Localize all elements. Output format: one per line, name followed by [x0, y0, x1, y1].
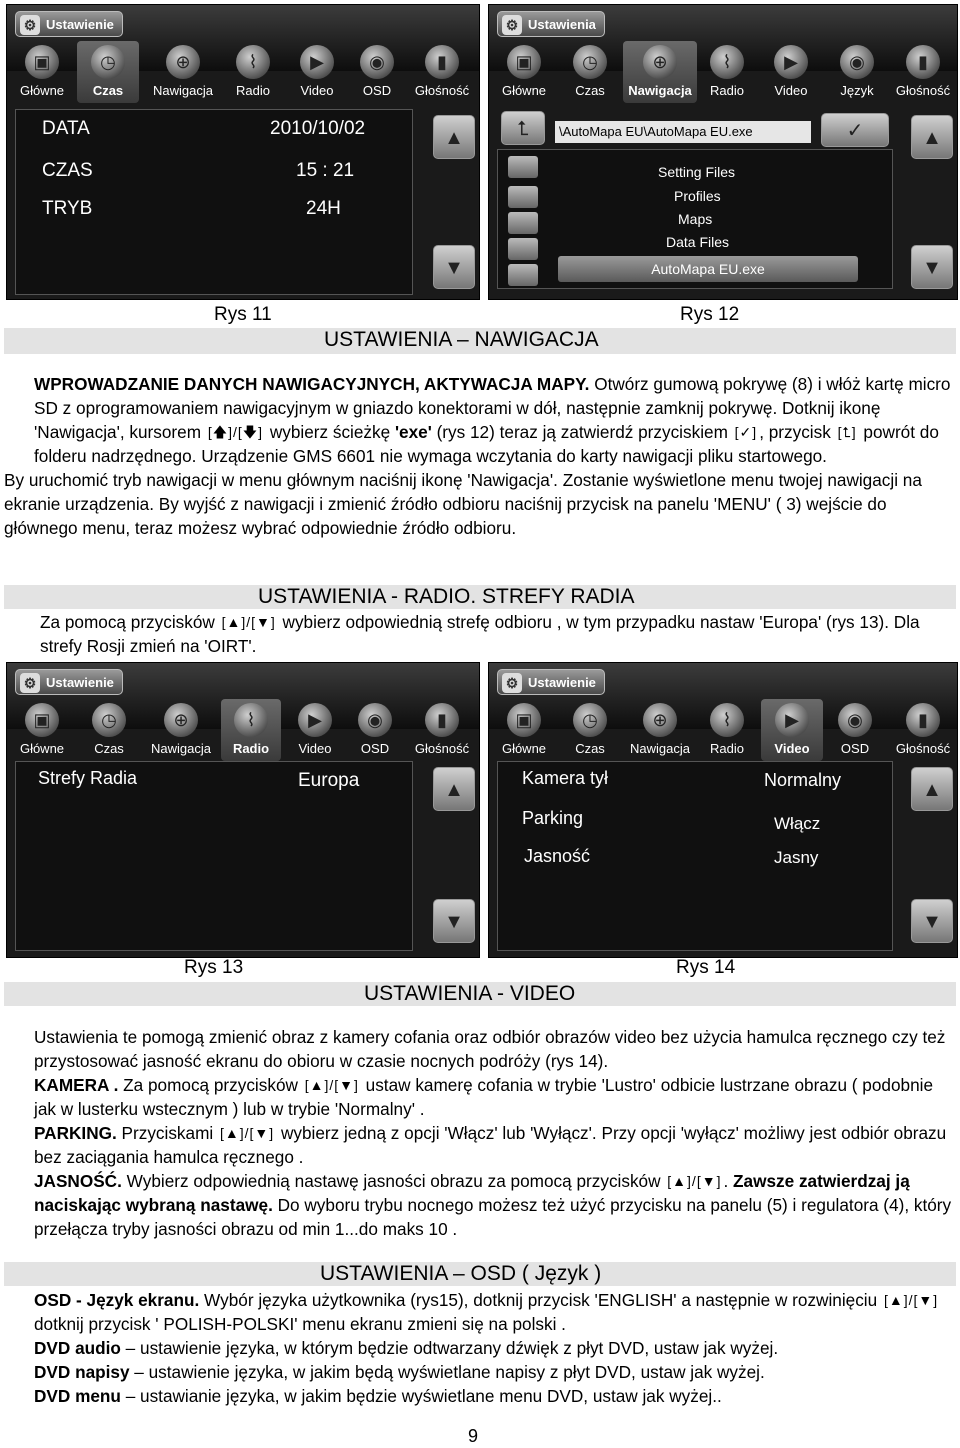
- gear-icon: ⚙: [20, 15, 40, 35]
- up-down-icon: [▲]/[▼]: [304, 1077, 359, 1093]
- row-label: Strefy Radia: [38, 768, 138, 788]
- row-label: TRYB: [42, 198, 93, 219]
- tab-video[interactable]: ▶ Video: [287, 41, 347, 103]
- selected-file[interactable]: AutoMapa EU.exe: [558, 256, 858, 282]
- confirm-button[interactable]: ✓: [821, 113, 889, 147]
- row-label: Kamera tył: [522, 768, 609, 788]
- tab-glowne[interactable]: ▣ Główne: [493, 41, 555, 103]
- box-icon: ▣: [507, 703, 541, 737]
- heading-osd: USTAWIENIA – OSD ( Język ): [320, 1262, 602, 1285]
- video-icon: ▶: [300, 45, 334, 79]
- settings-button[interactable]: ⚙ Ustawienie: [497, 669, 605, 695]
- settings-button[interactable]: ⚙ Ustawienie: [15, 11, 123, 37]
- path-field[interactable]: \AutoMapa EU\AutoMapa EU.exe: [555, 121, 811, 143]
- box-icon: ▣: [507, 45, 541, 79]
- volume-icon: ▮: [425, 703, 459, 737]
- row-value[interactable]: 24H: [306, 198, 341, 219]
- settings-panel: [15, 761, 413, 951]
- video-icon: ▶: [298, 703, 332, 737]
- tab-osd[interactable]: ◉ OSD: [351, 41, 403, 103]
- radio-icon: ⌇: [710, 45, 744, 79]
- tab-osd[interactable]: ◉ OSD: [827, 699, 883, 761]
- video-section: Ustawienia te pomogą zmienić obraz z kamery cofania oraz odbiór obrazów video bez użycia hamulca ręcznego czy też przystosować jasność ekranu do obioru w czasie nocnych podróży (rys 14). KAMERA . Za pomocą przycisków [▲]/[▼] ustaw kamerę cofania w trybie 'Lustro' odbicie lustrzane obrazu ( podobnie jak w lusterku wstecznym ) lub w trybie 'Normalny' . PARKING. Przyciskami [▲]/[▼] wybierz jedną z opcji 'Włącz' lub 'Wyłącz'. Przy opcji 'wyłącz' możliwy jest odbiór obrazu bez zaciągania hamulca ręcznego . JASNOŚĆ. Wybierz odpowiednią nastawę jasności obrazu za pomocą przycisków [▲]/[▼] . Zawsze zatwierdzaj ją naciskając wybraną nastawę. Do wyboru trybu nocnego możesz też użyć przycisku na panelu (5) i regulatora (4), który przełącza tryby jasności obrazu od min 1...do maks 10 .: [4, 1025, 956, 1241]
- scroll-down-button[interactable]: ▼: [433, 899, 475, 943]
- file-icon: [508, 264, 538, 286]
- settings-button[interactable]: ⚙ Ustawienia: [497, 11, 605, 37]
- settings-panel: [15, 109, 413, 295]
- tab-radio[interactable]: ⌇ Radio: [699, 699, 755, 761]
- scroll-down-button[interactable]: ▼: [433, 245, 475, 289]
- box-icon: ▣: [25, 45, 59, 79]
- tab-czas[interactable]: ◷ Czas: [77, 41, 139, 103]
- heading-nav: USTAWIENIA – NAWIGACJA: [324, 328, 599, 351]
- up-down-arrow-icon: [🡅]/[🡇]: [207, 424, 264, 440]
- tab-glosnosc[interactable]: ▮ Głośność: [889, 41, 957, 103]
- folder-icon: [508, 238, 538, 260]
- row-value[interactable]: Normalny: [764, 770, 842, 790]
- osd-icon: ◉: [360, 45, 394, 79]
- back-icon: [⮤]: [837, 424, 857, 440]
- check-icon: [✓]: [734, 424, 758, 440]
- tab-radio[interactable]: ⌇ Radio: [221, 699, 281, 761]
- row-value[interactable]: Jasny: [774, 848, 819, 867]
- radio-icon: ⌇: [710, 703, 744, 737]
- settings-button[interactable]: ⚙ Ustawienie: [15, 669, 123, 695]
- row-value[interactable]: Włącz: [774, 814, 821, 833]
- gear-icon: ⚙: [502, 673, 522, 693]
- clock-icon: ◷: [91, 45, 125, 79]
- tab-glowne[interactable]: ▣ Główne: [11, 699, 73, 761]
- folder-icon: [508, 156, 538, 178]
- caption-rys14: Rys 14: [676, 957, 736, 978]
- video-icon: ▶: [774, 45, 808, 79]
- tab-czas[interactable]: ◷ Czas: [561, 41, 619, 103]
- caption-rys11: Rys 11: [214, 304, 272, 325]
- tab-glowne[interactable]: ▣ Główne: [11, 41, 73, 103]
- caption-rys13: Rys 13: [184, 957, 244, 978]
- scroll-up-button[interactable]: ▲: [433, 767, 475, 811]
- heading-video: USTAWIENIA - VIDEO: [364, 982, 576, 1005]
- row-value[interactable]: 15 : 21: [296, 160, 355, 181]
- screenshot-rys13: [6, 662, 480, 958]
- list-item[interactable]: Profiles: [674, 188, 721, 204]
- up-down-icon: [▲]/[▼]: [221, 614, 276, 630]
- file-list: [497, 149, 893, 289]
- volume-icon: ▮: [906, 45, 940, 79]
- scroll-down-button[interactable]: ▼: [911, 899, 953, 943]
- compass-icon: ⊕: [166, 45, 200, 79]
- osd-icon: ◉: [358, 703, 392, 737]
- heading-radio: USTAWIENIA - RADIO. STREFY RADIA: [258, 585, 635, 608]
- screenshot-rys12: [488, 4, 958, 300]
- tab-nawigacja[interactable]: ⊕ Nawigacja: [623, 699, 697, 761]
- osd-section: OSD - Język ekranu. Wybór języka użytkownika (rys15), dotknij przycisk 'ENGLISH' a następnie w rozwinięciu [▲]/[▼] dotknij przycisk ' POLISH-POLSKI' menu ekranu zmieni się na polski . DVD audio – ustawienie języka, w którym będzie odtwarzany dźwięk z płyt DVD, ustaw jak wyżej. DVD napisy – ustawienie języka, w jakim będą wyświetlane napisy z płyt DVD, ustaw jak wyżej. DVD menu – ustawianie języka, w jakim będzie wyświetlane menu DVD, ustaw jak wyżej..: [34, 1290, 939, 1406]
- nav-section: WPROWADZANIE DANYCH NAWIGACYJNYCH, AKTYWACJA MAPY. Otwórz gumową pokrywę (8) i włóż kartę micro SD z oprogramowaniem nawigacyjnym w gniazdo konektorami w dół, następnie zamknij pokrywę. Dotknij ikonę 'Nawigacja', kursorem [🡅]/[🡇] wybierz ścieżkę 'exe' (rys 12) teraz ją zatwierdź przyciskiem [✓] , przycisk [⮤] powrót do folderu nadrzędnego. Urządzenie GMS 6601 nie wymaga wczytania do karty nawigacji pliku startowego. By uruchomić tryb nawigacji w menu głównym naciśnij ikonę 'Nawigacja'. Zostanie wyświetlone menu twojej nawigacji na ekranie urządzenia. By wyjść z nawigacji i zmienić źródło odbioru naciśnij przycisk na panelu 'MENU' ( 3) wejście do głównego menu, teraz możesz wybrać odpowiednie źródło odbioru.: [4, 372, 956, 540]
- radio-icon: ⌇: [236, 45, 270, 79]
- tab-jezyk[interactable]: ◉ Język: [829, 41, 885, 103]
- caption-rys12: Rys 12: [680, 304, 740, 325]
- up-down-icon: [▲]/[▼]: [667, 1173, 722, 1189]
- list-item[interactable]: Maps: [678, 211, 713, 227]
- tab-nawigacja[interactable]: ⊕ Nawigacja: [623, 41, 697, 103]
- up-down-icon: [▲]/[▼]: [883, 1292, 939, 1308]
- tab-osd[interactable]: ◉ OSD: [349, 699, 401, 761]
- gear-icon: ⚙: [20, 673, 40, 693]
- box-icon: ▣: [25, 703, 59, 737]
- volume-icon: ▮: [425, 45, 459, 79]
- folder-icon: [508, 212, 538, 234]
- row-label: CZAS: [42, 160, 93, 181]
- page-number: 9: [468, 1426, 479, 1446]
- tab-video[interactable]: ▶ Video: [761, 41, 821, 103]
- scroll-up-button[interactable]: ▲: [911, 115, 953, 159]
- row-label: Parking: [522, 808, 584, 828]
- clock-icon: ◷: [92, 703, 126, 737]
- tab-radio[interactable]: ⌇ Radio: [699, 41, 755, 103]
- language-icon: ◉: [840, 45, 874, 79]
- up-down-icon: [▲]/[▼]: [220, 1125, 275, 1141]
- screenshot-rys14: [488, 662, 958, 958]
- scroll-up-button[interactable]: ▲: [433, 115, 475, 159]
- scroll-down-button[interactable]: ▼: [911, 245, 953, 289]
- tab-glosnosc[interactable]: ▮ Głośność: [407, 699, 477, 761]
- nav-paragraph-2: By uruchomić tryb nawigacji w menu głównym naciśnij ikonę 'Nawigacja'. Zostanie wyświetlone menu twojej nawigacji na ekranie urządzenia. By wyjść z nawigacji i zmienić źródło odbioru naciśnij przycisk na panelu 'MENU' ( 3) wejście do głównego menu, teraz możesz wybrać odpowiednie źródło odbioru.: [4, 470, 922, 538]
- tab-nawigacja[interactable]: ⊕ Nawigacja: [143, 699, 219, 761]
- radio-section: Za pomocą przycisków [▲]/[▼] wybierz odpowiednią strefę odbioru , w tym przypadku nastaw 'Europa' (rys 13). Dla strefy Rosji zmień na 'OIRT'.: [40, 612, 920, 656]
- scroll-up-button[interactable]: ▲: [911, 767, 953, 811]
- nav-bold: WPROWADZANIE DANYCH NAWIGACYJNYCH, AKTYWACJA MAPY.: [34, 374, 590, 394]
- tab-radio[interactable]: ⌇ Radio: [223, 41, 283, 103]
- compass-icon: ⊕: [643, 45, 677, 79]
- tab-glosnosc[interactable]: ▮ Głośność: [407, 41, 477, 103]
- video-icon: ▶: [775, 703, 809, 737]
- tab-video[interactable]: ▶ Video: [285, 699, 345, 761]
- compass-icon: ⊕: [164, 703, 198, 737]
- parent-folder-button[interactable]: ⮤: [501, 111, 545, 145]
- tab-glosnosc[interactable]: ▮ Głośność: [889, 699, 957, 761]
- row-value[interactable]: 2010/10/02: [270, 118, 366, 139]
- clock-icon: ◷: [573, 703, 607, 737]
- tab-glowne[interactable]: ▣ Główne: [493, 699, 555, 761]
- video-intro: Ustawienia te pomogą zmienić obraz z kamery cofania oraz odbiór obrazów video bez użycia hamulca ręcznego czy też przystosować jasność ekranu do obioru w czasie nocnych podróży (rys 14).: [34, 1027, 946, 1071]
- radio-icon: ⌇: [234, 703, 268, 737]
- osd-icon: ◉: [838, 703, 872, 737]
- screenshot-rys11: [6, 4, 480, 300]
- volume-icon: ▮: [906, 703, 940, 737]
- tab-czas[interactable]: ◷ Czas: [561, 699, 619, 761]
- gear-icon: ⚙: [502, 15, 522, 35]
- tab-nawigacja[interactable]: ⊕ Nawigacja: [145, 41, 221, 103]
- tab-czas[interactable]: ◷ Czas: [79, 699, 139, 761]
- list-item[interactable]: Data Files: [666, 234, 730, 250]
- row-label: DATA: [42, 118, 90, 139]
- row-label: Jasność: [524, 846, 591, 866]
- settings-panel: [497, 761, 893, 951]
- folder-icon: [508, 186, 538, 208]
- row-value[interactable]: Europa: [298, 770, 360, 791]
- list-item[interactable]: Setting Files: [658, 164, 736, 180]
- compass-icon: ⊕: [643, 703, 677, 737]
- clock-icon: ◷: [573, 45, 607, 79]
- tab-video[interactable]: ▶ Video: [761, 699, 823, 761]
